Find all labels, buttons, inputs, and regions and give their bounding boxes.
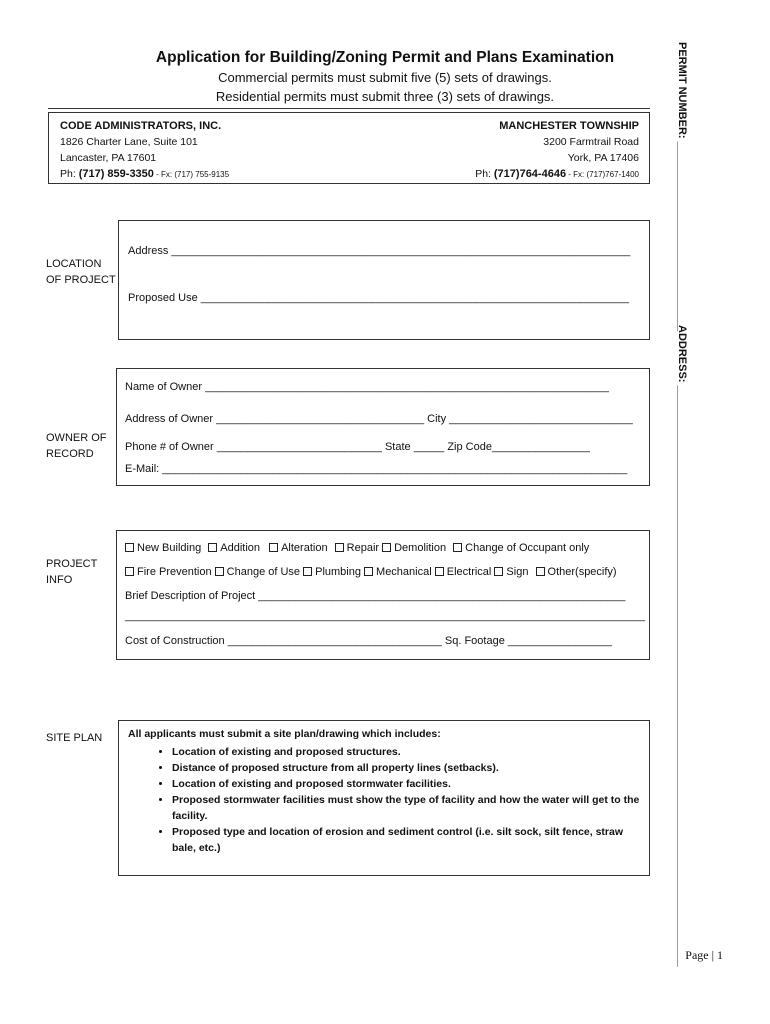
location-box bbox=[118, 220, 650, 340]
office-right-city: York, PA 17406 bbox=[567, 152, 639, 164]
owner-phone-field[interactable]: Phone # of Owner ___________________________ State _____ Zip Code________________ bbox=[125, 441, 590, 453]
site-plan-item: • Location of existing and proposed structures. bbox=[172, 744, 643, 760]
checkbox-addition[interactable]: Addition bbox=[208, 542, 260, 554]
project-description-field[interactable]: Brief Description of Project ____________________________________________________________ bbox=[125, 590, 626, 602]
code-administrators-block bbox=[60, 118, 229, 183]
site-plan-item: • Proposed stormwater facilities must show the type of facility and how the water will get to the facility. bbox=[172, 792, 643, 824]
checkbox-fire-prevention[interactable]: Fire Prevention bbox=[125, 566, 212, 578]
project-type-row-2 bbox=[125, 566, 617, 578]
commercial-note: Commercial permits must submit five (5) sets of drawings. bbox=[218, 70, 552, 85]
form-title: Application for Building/Zoning Permit and Plans Examination bbox=[155, 49, 615, 66]
project-box bbox=[116, 530, 650, 660]
owner-email-field[interactable]: E-Mail: ____________________________________________________________________________ bbox=[125, 463, 628, 475]
office-left-phone: (717) 859-3350 bbox=[78, 168, 154, 180]
header-divider bbox=[48, 108, 650, 109]
checkbox-alteration[interactable]: Alteration bbox=[269, 542, 327, 554]
site-plan-item: • Proposed type and location of erosion and sediment control (i.e. silt sock, silt fence, straw bale, etc.) bbox=[172, 824, 643, 856]
side-address-field[interactable]: ADDRESS: _______________________________________________________________________________________________ bbox=[676, 325, 688, 967]
project-label-line2: INFO bbox=[46, 574, 73, 586]
residential-note: Residential permits must submit three (3) sets of drawings. bbox=[215, 89, 555, 104]
checkbox-demolition[interactable]: Demolition bbox=[382, 542, 446, 554]
office-right-fax: - Fx: (717)767-1400 bbox=[566, 170, 639, 179]
site-plan-requirements-list bbox=[128, 744, 643, 856]
checkbox-electrical[interactable]: Electrical bbox=[435, 566, 492, 578]
site-plan-item: • Distance of proposed structure from all property lines (setbacks). bbox=[172, 760, 643, 776]
location-label bbox=[46, 256, 116, 288]
checkbox-other[interactable]: Other(specify) bbox=[536, 566, 617, 578]
owner-label-line2: RECORD bbox=[46, 448, 94, 460]
offices-box bbox=[48, 112, 650, 184]
office-right-street: 3200 Farmtrail Road bbox=[543, 136, 639, 148]
office-left-phone-prefix: Ph: bbox=[60, 168, 79, 180]
project-description-line2[interactable]: _____________________________________________________________________________________ bbox=[125, 610, 646, 622]
office-right-phone-prefix: Ph: bbox=[475, 168, 494, 180]
location-label-line1: LOCATION bbox=[46, 258, 102, 270]
checkbox-repair[interactable]: Repair bbox=[335, 542, 379, 554]
project-type-row-1 bbox=[125, 542, 589, 554]
site-plan-heading: All applicants must submit a site plan/drawing which includes: bbox=[128, 728, 441, 740]
project-address-field[interactable]: Address ___________________________________________________________________________ bbox=[128, 245, 631, 257]
site-plan-item: • Location of existing and proposed stormwater facilities. bbox=[172, 776, 643, 792]
project-label-line1: PROJECT bbox=[46, 558, 98, 570]
checkbox-mechanical[interactable]: Mechanical bbox=[364, 566, 432, 578]
owner-name-field[interactable]: Name of Owner __________________________________________________________________ bbox=[125, 381, 609, 393]
checkbox-sign[interactable]: Sign bbox=[494, 566, 528, 578]
site-plan-label: SITE PLAN bbox=[46, 732, 103, 744]
office-left-name: CODE ADMINISTRATORS, INC. bbox=[60, 120, 222, 132]
office-left-fax: - Fx: (717) 755-9135 bbox=[153, 170, 230, 179]
checkbox-new-building[interactable]: New Building bbox=[125, 542, 201, 554]
office-right-phone: (717)764-4646 bbox=[493, 168, 567, 180]
owner-label-line1: OWNER OF bbox=[46, 432, 107, 444]
project-label bbox=[46, 556, 97, 588]
owner-label bbox=[46, 430, 107, 462]
proposed-use-field[interactable]: Proposed Use ______________________________________________________________________ bbox=[128, 292, 629, 304]
checkbox-change-of-use[interactable]: Change of Use bbox=[215, 566, 300, 578]
office-right-name: MANCHESTER TOWNSHIP bbox=[499, 120, 639, 132]
site-plan-content bbox=[128, 726, 643, 856]
site-plan-box bbox=[118, 720, 650, 876]
checkbox-change-of-occupant[interactable]: Change of Occupant only bbox=[453, 542, 589, 554]
office-left-street: 1826 Charter Lane, Suite 101 bbox=[60, 136, 198, 148]
manchester-township-block bbox=[475, 118, 639, 183]
page-number: Page | 1 bbox=[685, 948, 723, 962]
location-label-line2: OF PROJECT bbox=[46, 274, 116, 286]
owner-box bbox=[116, 368, 650, 486]
office-left-city: Lancaster, PA 17601 bbox=[60, 152, 157, 164]
checkbox-plumbing[interactable]: Plumbing bbox=[303, 566, 361, 578]
owner-address-field[interactable]: Address of Owner __________________________________ City ______________________________ bbox=[125, 413, 633, 425]
cost-and-sq-footage-field[interactable]: Cost of Construction ___________________________________ Sq. Footage _________________ bbox=[125, 635, 612, 647]
permit-number-field[interactable]: PERMIT NUMBER: _______________________________ bbox=[676, 42, 688, 332]
